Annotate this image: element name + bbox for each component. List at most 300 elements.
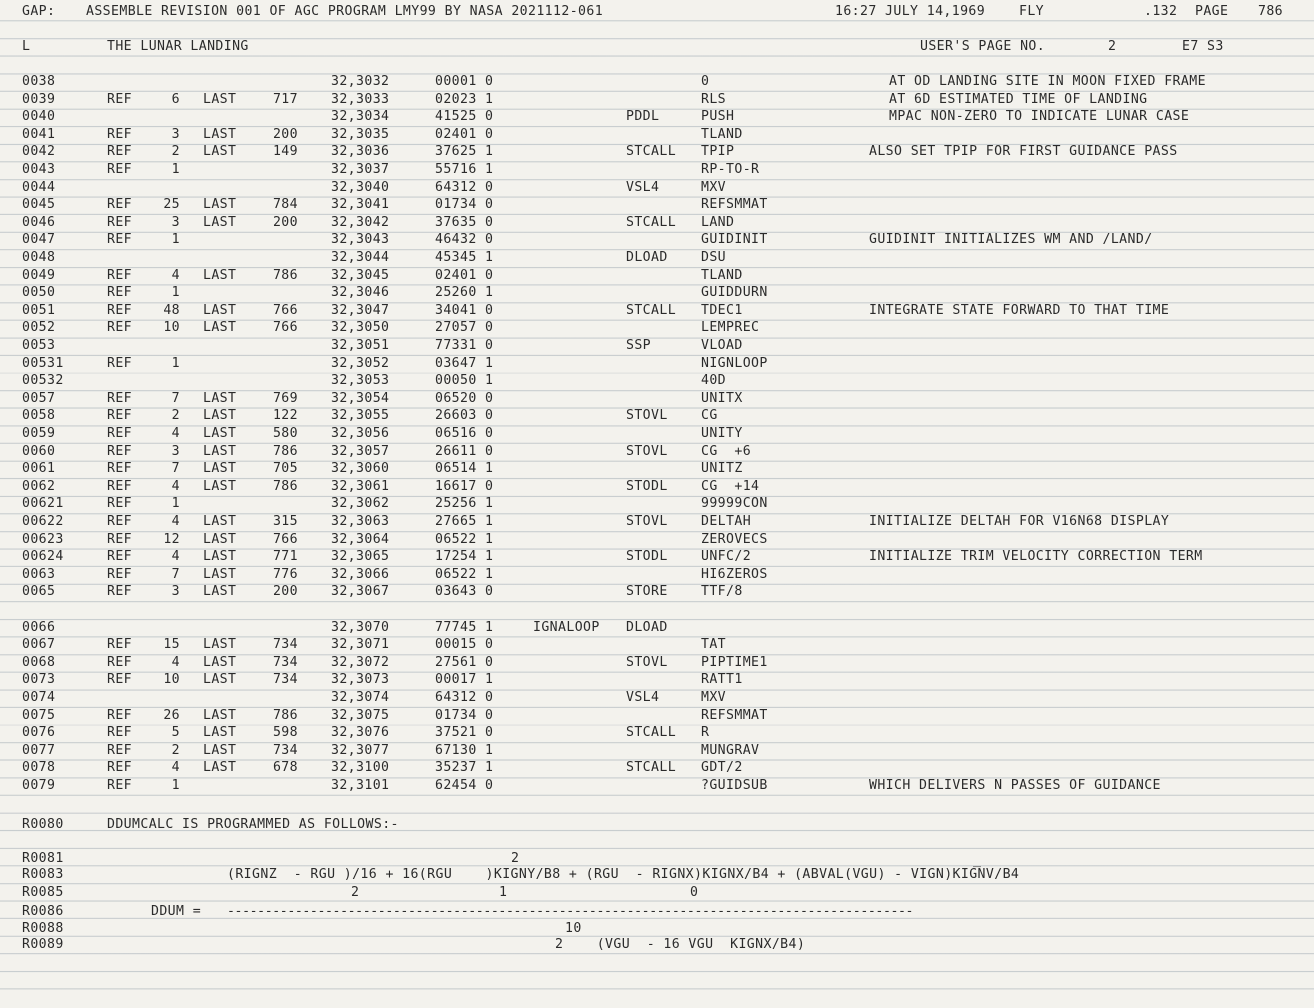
listing-row — [0, 231, 1314, 249]
last-page: 734 — [272, 742, 298, 758]
operand: 0 — [701, 74, 710, 89]
opcode: STODL — [626, 549, 668, 565]
line-number: R0089 — [22, 937, 64, 952]
opcode: STCALL — [626, 214, 677, 230]
listing-row — [0, 214, 1314, 232]
line-number: 0040 — [22, 109, 56, 125]
listing-row — [0, 161, 1314, 179]
ref-keyword: REF — [107, 725, 133, 741]
ref-count: 1 — [171, 162, 180, 177]
ref-count: 7 — [171, 566, 180, 582]
ref-count: 6 — [171, 91, 180, 107]
octal-word: 17254 1 — [435, 549, 494, 565]
last-page: 717 — [272, 91, 298, 107]
page-label: PAGE — [1195, 4, 1229, 19]
ref-count: 25 — [163, 197, 180, 213]
ref-keyword: REF — [107, 654, 133, 670]
operand: MXV — [701, 179, 727, 195]
last-keyword: LAST — [203, 584, 237, 600]
memory-address: 32,3035 — [331, 126, 390, 142]
operand: ?GUIDSUB — [701, 778, 768, 793]
last-page: 734 — [272, 654, 298, 670]
memory-address: 32,3036 — [331, 144, 390, 160]
last-page: 200 — [272, 126, 298, 142]
memory-address: 32,3075 — [331, 707, 390, 723]
ref-count: 3 — [171, 584, 180, 600]
memory-address: 32,3066 — [331, 566, 390, 582]
ref-count: 1 — [171, 778, 180, 793]
line-number: 0045 — [22, 197, 56, 213]
ref-keyword: REF — [107, 531, 133, 547]
octal-word: 64312 0 — [435, 179, 494, 195]
comment: GUIDINIT INITIALIZES WM AND /LAND/ — [869, 232, 1153, 248]
ref-keyword: REF — [107, 584, 133, 600]
last-keyword: LAST — [203, 760, 237, 776]
last-page: 786 — [272, 443, 298, 459]
subscript-1: 1 — [499, 885, 508, 900]
listing-row — [0, 302, 1314, 320]
fly-label: FLY — [1019, 4, 1045, 19]
ref-count: 10 — [163, 320, 180, 336]
octal-word: 37635 0 — [435, 214, 494, 230]
ref-count: 1 — [171, 355, 180, 371]
last-keyword: LAST — [203, 531, 237, 547]
last-page: 766 — [272, 531, 298, 547]
ref-count: 7 — [171, 461, 180, 477]
last-keyword: LAST — [203, 672, 237, 688]
operand: TLAND — [701, 267, 743, 283]
last-keyword: LAST — [203, 654, 237, 670]
listing-row — [0, 179, 1314, 197]
opcode: VSL4 — [626, 690, 660, 705]
opcode: STCALL — [626, 760, 677, 776]
comment: AT 6D ESTIMATED TIME OF LANDING — [889, 91, 1148, 107]
operand: DSU — [701, 250, 727, 265]
listing-row — [0, 249, 1314, 267]
ref-count: 4 — [171, 267, 180, 283]
operand: RLS — [701, 91, 727, 107]
octal-word: 64312 0 — [435, 690, 494, 705]
ref-keyword: REF — [107, 408, 133, 424]
octal-word: 26611 0 — [435, 443, 494, 459]
last-page: 786 — [272, 707, 298, 723]
comment: INITIALIZE TRIM VELOCITY CORRECTION TERM — [869, 549, 1203, 565]
listing-row — [0, 108, 1314, 126]
memory-address: 32,3037 — [331, 162, 390, 177]
listing-row — [0, 707, 1314, 725]
line-number: 0046 — [22, 214, 56, 230]
memory-address: 32,3073 — [331, 672, 390, 688]
opcode: STOVL — [626, 443, 668, 459]
section-title: THE LUNAR LANDING — [107, 39, 249, 54]
octal-word: 03643 0 — [435, 584, 494, 600]
operand: MXV — [701, 690, 727, 705]
line-number: 0061 — [22, 461, 56, 477]
comment: ALSO SET TPIP FOR FIRST GUIDANCE PASS — [869, 144, 1178, 160]
octal-word: 45345 1 — [435, 250, 494, 265]
opcode: STOVL — [626, 514, 668, 529]
listing-row — [0, 372, 1314, 390]
ref-keyword: REF — [107, 320, 133, 336]
operand: ZEROVECS — [701, 531, 768, 547]
line-number: 0041 — [22, 126, 56, 142]
ref-count: 5 — [171, 725, 180, 741]
ref-keyword: REF — [107, 162, 133, 177]
line-number: 0073 — [22, 672, 56, 688]
listing-row — [0, 337, 1314, 355]
ref-keyword: REF — [107, 232, 133, 248]
ref-count: 3 — [171, 214, 180, 230]
operand: GDT/2 — [701, 760, 743, 776]
ref-count: 2 — [171, 144, 180, 160]
last-page: 315 — [272, 514, 298, 529]
operand: UNITZ — [701, 461, 743, 477]
memory-address: 32,3070 — [331, 619, 390, 635]
ref-keyword: REF — [107, 496, 133, 512]
comment: INITIALIZE DELTAH FOR V16N68 DISPLAY — [869, 514, 1170, 529]
footer-r0080 — [0, 816, 1314, 834]
last-keyword: LAST — [203, 443, 237, 459]
listing-row — [0, 355, 1314, 373]
line-number: 0077 — [22, 742, 56, 758]
gap-label: GAP: — [22, 4, 56, 19]
octal-word: 01734 0 — [435, 707, 494, 723]
ref-count: 10 — [163, 672, 180, 688]
listing-row — [0, 319, 1314, 337]
ddum-label: DDUM = — [151, 904, 202, 919]
line-number: 00624 — [22, 549, 64, 565]
memory-address: 32,3041 — [331, 197, 390, 213]
memory-address: 32,3050 — [331, 320, 390, 336]
listing-row — [0, 619, 1314, 637]
exponent: 2 — [511, 851, 520, 866]
memory-address: 32,3040 — [331, 179, 390, 195]
last-keyword: LAST — [203, 214, 237, 230]
memory-address: 32,3072 — [331, 654, 390, 670]
last-keyword: LAST — [203, 725, 237, 741]
octal-word: 02023 1 — [435, 91, 494, 107]
line-number: 0048 — [22, 250, 56, 265]
octal-word: 06520 0 — [435, 390, 494, 406]
operand: PUSH — [701, 109, 735, 125]
ref-count: 48 — [163, 302, 180, 318]
last-page: 771 — [272, 549, 298, 565]
operand: HI6ZEROS — [701, 566, 768, 582]
line-number: 0044 — [22, 179, 56, 195]
opcode: DLOAD — [626, 619, 668, 635]
memory-address: 32,3100 — [331, 760, 390, 776]
last-page: 580 — [272, 426, 298, 441]
ref-keyword: REF — [107, 672, 133, 688]
listing-row — [0, 495, 1314, 513]
memory-address: 32,3045 — [331, 267, 390, 283]
listing-row — [0, 566, 1314, 584]
last-page: 786 — [272, 478, 298, 494]
ref-count: 4 — [171, 426, 180, 441]
page-header — [0, 3, 1314, 21]
ref-keyword: REF — [107, 566, 133, 582]
octal-word: 27665 1 — [435, 514, 494, 529]
opcode: STCALL — [626, 144, 677, 160]
memory-address: 32,3074 — [331, 690, 390, 705]
octal-word: 25256 1 — [435, 496, 494, 512]
memory-address: 32,3055 — [331, 408, 390, 424]
memory-address: 32,3067 — [331, 584, 390, 600]
last-page: 200 — [272, 584, 298, 600]
octal-word: 62454 0 — [435, 778, 494, 793]
ref-keyword: REF — [107, 285, 133, 301]
octal-word: 37521 0 — [435, 725, 494, 741]
opcode: STORE — [626, 584, 668, 600]
memory-address: 32,3053 — [331, 373, 390, 389]
line-number: 0079 — [22, 778, 56, 793]
line-number: 0038 — [22, 74, 56, 89]
memory-address: 32,3051 — [331, 338, 390, 353]
last-keyword: LAST — [203, 478, 237, 494]
ref-count: 4 — [171, 654, 180, 670]
ref-count: 4 — [171, 514, 180, 529]
listing-row — [0, 531, 1314, 549]
operand: TDEC1 — [701, 302, 743, 318]
label: IGNALOOP — [533, 619, 600, 635]
last-keyword: LAST — [203, 426, 237, 441]
listing-row — [0, 654, 1314, 672]
ref-keyword: REF — [107, 549, 133, 565]
last-page: 784 — [272, 197, 298, 213]
octal-word: 35237 1 — [435, 760, 494, 776]
last-keyword: LAST — [203, 302, 237, 318]
line-number: 0068 — [22, 654, 56, 670]
line-number: 00621 — [22, 496, 64, 512]
line-number: R0085 — [22, 885, 64, 900]
operand: 40D — [701, 373, 727, 389]
line-number: 00622 — [22, 514, 64, 529]
ref-keyword: REF — [107, 390, 133, 406]
octal-word: 46432 0 — [435, 232, 494, 248]
operand: REFSMMAT — [701, 707, 768, 723]
line-number: 0063 — [22, 566, 56, 582]
ref-keyword: REF — [107, 443, 133, 459]
operand: NIGNLOOP — [701, 355, 768, 371]
operand: RP-TO-R — [701, 162, 760, 177]
octal-word: 01734 0 — [435, 197, 494, 213]
last-keyword: LAST — [203, 566, 237, 582]
octal-word: 00015 0 — [435, 637, 494, 653]
ref-count: 4 — [171, 760, 180, 776]
line-number: 0066 — [22, 619, 56, 635]
operand: TTF/8 — [701, 584, 743, 600]
ref-keyword: REF — [107, 742, 133, 758]
last-keyword: LAST — [203, 408, 237, 424]
last-keyword: LAST — [203, 461, 237, 477]
line-number: 0042 — [22, 144, 56, 160]
memory-address: 32,3060 — [331, 461, 390, 477]
last-keyword: LAST — [203, 320, 237, 336]
octal-word: 00050 1 — [435, 373, 494, 389]
ref-count: 3 — [171, 443, 180, 459]
listing-row — [0, 724, 1314, 742]
last-keyword: LAST — [203, 390, 237, 406]
octal-word: 02401 0 — [435, 126, 494, 142]
octal-word: 27561 0 — [435, 654, 494, 670]
opcode: VSL4 — [626, 179, 660, 195]
listing-row — [0, 689, 1314, 707]
last-keyword: LAST — [203, 549, 237, 565]
operand: RATT1 — [701, 672, 743, 688]
memory-address: 32,3046 — [331, 285, 390, 301]
memory-address: 32,3042 — [331, 214, 390, 230]
line-number: 0065 — [22, 584, 56, 600]
memory-address: 32,3065 — [331, 549, 390, 565]
opcode: STCALL — [626, 725, 677, 741]
line-number: 0076 — [22, 725, 56, 741]
ref-keyword: REF — [107, 426, 133, 441]
opcode: STOVL — [626, 654, 668, 670]
listing-row — [0, 425, 1314, 443]
listing-row — [0, 478, 1314, 496]
listing-row — [0, 143, 1314, 161]
line-number: 00532 — [22, 373, 64, 389]
listing-row — [0, 583, 1314, 601]
operand: 99999CON — [701, 496, 768, 512]
last-page: 786 — [272, 267, 298, 283]
operand: UNITX — [701, 390, 743, 406]
opcode: STOVL — [626, 408, 668, 424]
formula-denominator: 2 (VGU - 16 VGU KIGNX/B4) — [555, 937, 806, 952]
operand: LEMPREC — [701, 320, 760, 336]
octal-word: 06522 1 — [435, 531, 494, 547]
line-number: 0051 — [22, 302, 56, 318]
line-number: 00623 — [22, 531, 64, 547]
line-number: 0078 — [22, 760, 56, 776]
memory-address: 32,3057 — [331, 443, 390, 459]
memory-address: 32,3061 — [331, 478, 390, 494]
ref-count: 2 — [171, 742, 180, 758]
users-page-number: 2 — [1108, 39, 1117, 54]
ref-count: 26 — [163, 707, 180, 723]
opcode: SSP — [626, 338, 652, 353]
memory-address: 32,3054 — [331, 390, 390, 406]
listing-row — [0, 126, 1314, 144]
comment: INTEGRATE STATE FORWARD TO THAT TIME — [869, 302, 1170, 318]
line-number: R0088 — [22, 921, 64, 936]
memory-address: 32,3076 — [331, 725, 390, 741]
octal-word: 03647 1 — [435, 355, 494, 371]
log-letter: L — [22, 39, 31, 54]
operand: UNFC/2 — [701, 549, 752, 565]
last-keyword: LAST — [203, 197, 237, 213]
assembly-title: ASSEMBLE REVISION 001 OF AGC PROGRAM LMY99 BY NASA 2021112-061 — [86, 4, 604, 19]
comment: AT OD LANDING SITE IN MOON FIXED FRAME — [889, 74, 1206, 89]
listing-row — [0, 742, 1314, 760]
listing-row — [0, 73, 1314, 91]
line-number: R0080 — [22, 817, 64, 832]
ref-keyword: REF — [107, 778, 133, 793]
exponent-10: 10 — [565, 921, 582, 936]
last-keyword: LAST — [203, 126, 237, 142]
listing-row — [0, 91, 1314, 109]
memory-address: 32,3044 — [331, 250, 390, 265]
octal-word: 06522 1 — [435, 566, 494, 582]
line-number: 0057 — [22, 390, 56, 406]
operand: CG +14 — [701, 478, 760, 494]
octal-word: 06514 1 — [435, 461, 494, 477]
operand: CG — [701, 408, 718, 424]
memory-address: 32,3034 — [331, 109, 390, 125]
line-number: 0039 — [22, 91, 56, 107]
comment: MPAC NON-ZERO TO INDICATE LUNAR CASE — [889, 109, 1190, 125]
memory-address: 32,3047 — [331, 302, 390, 318]
line-number: 0074 — [22, 690, 56, 705]
operand: LAND — [701, 214, 735, 230]
octal-word: 77745 1 — [435, 619, 494, 635]
line-number: 0043 — [22, 162, 56, 177]
ref-keyword: REF — [107, 707, 133, 723]
last-page: 705 — [272, 461, 298, 477]
listing-row — [0, 267, 1314, 285]
last-page: 734 — [272, 672, 298, 688]
line-number: 0047 — [22, 232, 56, 248]
last-keyword: LAST — [203, 267, 237, 283]
octal-word: 34041 0 — [435, 302, 494, 318]
ref-keyword: REF — [107, 302, 133, 318]
users-page-label: USER'S PAGE NO. — [920, 39, 1046, 54]
line-number: R0081 — [22, 851, 64, 866]
octal-word: 55716 1 — [435, 162, 494, 177]
operand: CG +6 — [701, 443, 752, 459]
ref-keyword: REF — [107, 478, 133, 494]
line-number: 0052 — [22, 320, 56, 336]
ref-keyword: REF — [107, 637, 133, 653]
page-mark: E7 S3 — [1182, 39, 1224, 54]
footer-r0085 — [0, 884, 1314, 902]
line-number: 0075 — [22, 707, 56, 723]
last-keyword: LAST — [203, 637, 237, 653]
memory-address: 32,3064 — [331, 531, 390, 547]
operand: GUIDDURN — [701, 285, 768, 301]
listing-row — [0, 390, 1314, 408]
operand: DELTAH — [701, 514, 752, 529]
line-number: 0058 — [22, 408, 56, 424]
last-keyword: LAST — [203, 742, 237, 758]
last-page: 598 — [272, 725, 298, 741]
line-number: 00531 — [22, 355, 64, 371]
listing-row — [0, 777, 1314, 795]
octal-word: 67130 1 — [435, 742, 494, 758]
operand: R — [701, 725, 710, 741]
line-number: R0083 — [22, 867, 64, 882]
listing-row — [0, 671, 1314, 689]
memory-address: 32,3101 — [331, 778, 390, 793]
octal-word: 02401 0 — [435, 267, 494, 283]
memory-address: 32,3033 — [331, 91, 390, 107]
listing-row — [0, 759, 1314, 777]
listing-row — [0, 284, 1314, 302]
ref-keyword: REF — [107, 267, 133, 283]
footer-r0089 — [0, 936, 1314, 954]
line-number: R0086 — [22, 904, 64, 919]
page-subheader — [0, 38, 1314, 56]
ref-keyword: REF — [107, 144, 133, 160]
line-number: 0050 — [22, 285, 56, 301]
octal-word: 25260 1 — [435, 285, 494, 301]
listing-row — [0, 513, 1314, 531]
last-page: 766 — [272, 320, 298, 336]
ref-keyword: REF — [107, 126, 133, 142]
last-keyword: LAST — [203, 91, 237, 107]
memory-address: 32,3071 — [331, 637, 390, 653]
operand: MUNGRAV — [701, 742, 760, 758]
